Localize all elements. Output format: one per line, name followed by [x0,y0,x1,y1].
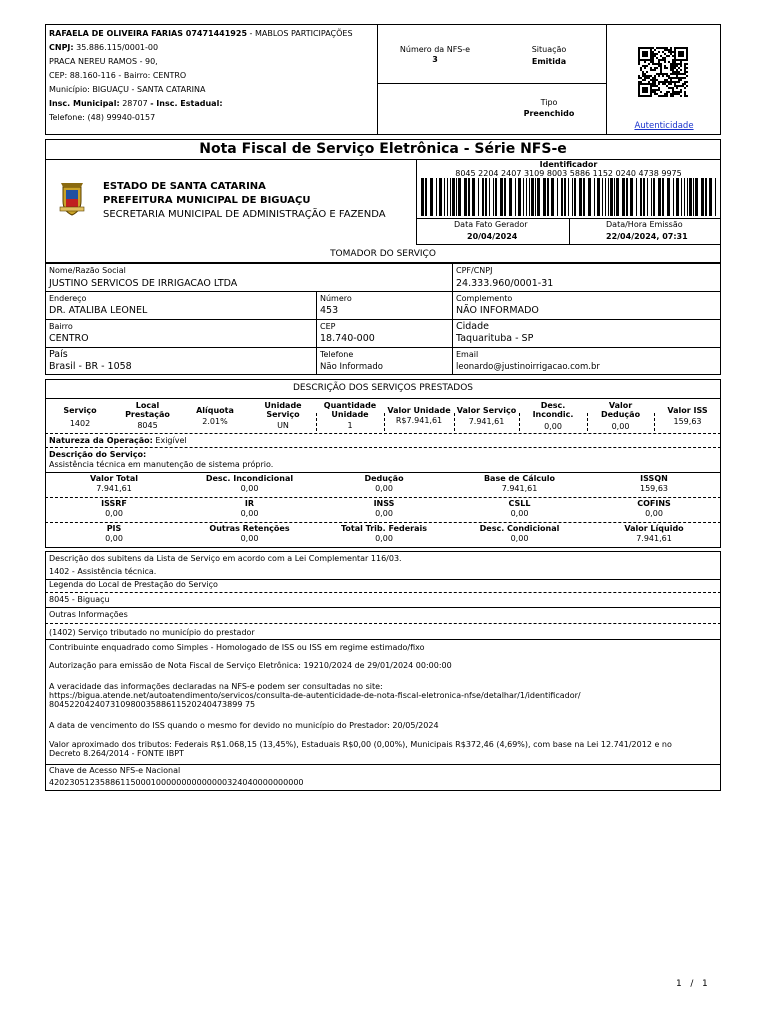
service-value-valor-servico: 7.941,61 [468,417,505,426]
service-value-valor-unidade: R$7.941,61 [395,416,443,425]
total-label-pis: PIS [106,524,122,533]
service-header-valor-servico: Valor Serviço [456,406,517,415]
tomador-number-label: Número [320,294,352,303]
issuer-address: PRACA NEREU RAMOS - 90, [49,57,158,66]
total-label-desc-condicional: Desc. Condicional [479,524,560,533]
service-header-servico: Serviço [63,406,97,415]
service-value-servico: 1402 [69,419,91,428]
total-value-desc-incondicional: 0,00 [240,484,259,493]
subitem-value: 1402 - Assistência técnica. [49,567,157,576]
tomador-doc: 24.333.960/0001-31 [456,278,554,289]
total-value-dedu-o: 0,00 [375,484,393,493]
total-label-desc-incondicional: Desc. Incondicional [205,474,294,483]
total-value-valor-l-quido: 7.941,61 [636,534,672,543]
total-label-ir: IR [244,499,255,508]
note-iss-due: A data de vencimento do ISS quando o mesmo for devido no município do Prestador: 20/05/2024 [49,721,439,730]
issuer-insc-line: Insc. Municipal: 28707 - Insc. Estadual: [49,99,223,108]
secretariat-name: SECRETARIA MUNICIPAL DE ADMINISTRAÇÃO E FAZENDA [103,209,386,220]
service-value-local-prestacao: 8045 [137,421,158,430]
total-label-base-de-c-lculo: Base de Cálculo [483,474,556,483]
total-label-inss: INSS [373,499,395,508]
total-label-cofins: COFINS [637,499,671,508]
note-taxes: Valor aproximado dos tributos: Federais R$1.068,15 (13,45%), Estaduais R$0,00 (0,00%), Municipais R$372,46 (4,69%), com base na Lei 12.741/2012 e no [49,740,672,749]
document-title: Nota Fiscal de Serviço Eletrônica - Série NFS-e [199,141,567,157]
service-header-valor-unidade: Valor Unidade [387,406,451,415]
emissao-datetime: 22/04/2024, 07:31 [606,232,688,241]
emissao-label: Data/Hora Emissão [606,220,683,229]
type-label: Tipo [540,98,558,107]
service-value-quantidade-unidade: 1 [347,421,353,430]
service-header-quantidade-unidade: Quantidade Unidade [323,401,377,419]
total-label-valor-total: Valor Total [90,474,138,483]
note-authorization: Autorização para emissão de Nota Fiscal de Serviço Eletrônica: 19210/2024 de 29/01/2024 00:00:00 [49,661,452,670]
service-value-valor-iss: 159,63 [673,417,702,426]
issuer-city-line: Município: BIGUAÇU - SANTA CATARINA [49,85,206,94]
access-key-label: Chave de Acesso NFS-e Nacional [49,766,181,775]
total-value-issqn: 159,63 [640,484,668,493]
total-label-csll: CSLL [508,499,531,508]
service-description-label: Descrição do Serviço: [49,450,147,459]
total-value-total-trib-federais: 0,00 [375,534,393,543]
tomador-phone: Não Informado [320,362,383,372]
issuer-cnpj-line: CNPJ: 35.886.115/0001-00 [49,43,159,52]
total-label-valor-l-quido: Valor Líquido [624,524,684,533]
note-url: https://bigua.atende.net/autoatendimento/servicos/consulta-de-autenticidade-de-nota-fiscal-eletronica-nfse/detalhar/1/identificador/ [49,691,581,700]
situation-value: Emitida [531,57,567,66]
total-value-desc-condicional: 0,00 [510,534,529,543]
page-number: 1 / 1 [676,979,708,989]
tomador-email-label: Email [456,350,479,359]
location-legend-value: 8045 - Biguaçu [49,595,110,604]
total-label-issrf: ISSRF [101,499,127,508]
service-description: Assistência técnica em manutenção de sistema próprio. [49,460,274,469]
authenticity-link[interactable]: Autenticidade [634,121,694,131]
service-header-valor-iss: Valor ISS [667,406,708,415]
total-value-cofins: 0,00 [645,509,663,518]
tomador-district: CENTRO [49,333,89,344]
access-key-value: 42023051235886115000100000000000000324040000000000 [49,778,304,787]
total-label-total-trib-federais: Total Trib. Federais [340,524,428,533]
service-header-valor-deducao: Valor Dedução [600,401,641,419]
tomador-cep-label: CEP [320,322,336,331]
total-value-outras-reten-es: 0,00 [240,534,259,543]
issuer-name-line: RAFAELA DE OLIVEIRA FARIAS 07471441925 - MABLOS PARTICIPAÇÕES [49,29,353,38]
fato-gerador-label: Data Fato Gerador [454,220,528,229]
fato-gerador-date: 20/04/2024 [467,232,518,241]
issuer-cep-line: CEP: 88.160-116 - Bairro: CENTRO [49,71,187,80]
tomador-city: Taquarituba - SP [456,333,534,344]
other-info-label: Outras Informações [49,610,128,619]
tomador-address: DR. ATALIBA LEONEL [49,305,148,316]
other-info-value: (1402) Serviço tributado no município do prestador [49,628,255,637]
tomador-cep: 18.740-000 [320,333,375,344]
tomador-name-label: Nome/Razão Social [49,266,126,275]
total-value-pis: 0,00 [105,534,123,543]
state-name: ESTADO DE SANTA CATARINA [103,181,266,192]
prefecture-name: PREFEITURA MUNICIPAL DE BIGUAÇU [103,195,311,206]
nfse-number: 3 [432,55,438,64]
total-value-issrf: 0,00 [105,509,123,518]
total-label-dedu-o: Dedução [364,474,404,483]
tomador-phone-label: Telefone [320,350,354,359]
services-section-title: DESCRIÇÃO DOS SERVIÇOS PRESTADOS [292,383,473,393]
total-label-issqn: ISSQN [640,474,668,483]
service-header-aliquota: Alíquota [196,406,234,415]
note-taxes-source: Decreto 8.264/2014 - FONTE IBPT [49,749,184,758]
note-simples: Contribuinte enquadrado como Simples - Homologado de ISS ou ISS em regime estimado/fixo [49,643,425,652]
tomador-name: JUSTINO SERVICOS DE IRRIGACAO LTDA [49,278,238,289]
note-veracity: A veracidade das informações declaradas na NFS-e podem ser consultadas no site: [49,682,383,691]
subitems-label: Descrição dos subitens da Lista de Serviço em acordo com a Lei Complementar 116/03. [49,554,402,563]
tomador-doc-label: CPF/CNPJ [456,266,493,275]
total-value-ir: 0,00 [240,509,259,518]
service-value-unidade-servico: UN [277,421,289,430]
municipal-coat-of-arms-icon [57,181,87,217]
total-label-outras-reten-es: Outras Retenções [209,524,290,533]
tomador-city-label: Cidade [456,321,489,332]
operation-nature: Natureza da Operação: Exigível [49,436,187,445]
total-value-base-de-c-lculo: 7.941,61 [501,484,538,493]
service-header-unidade-servico: Unidade Serviço [264,401,302,419]
identifier-label: Identificador [539,160,598,169]
total-value-valor-total: 7.941,61 [96,484,132,493]
tomador-country: Brasil - BR - 1058 [49,361,132,372]
tomador-section-title: TOMADOR DO SERVIÇO [330,249,436,259]
note-url-identifier: 80452204240731098003588611520240473899 75 [49,700,256,709]
tomador-email: leonardo@justinoirrigacao.com.br [456,362,600,372]
tomador-number: 453 [320,305,339,316]
nfse-number-label: Número da NFS-e [399,45,471,54]
tomador-country-label: País [49,349,68,360]
situation-label: Situação [531,45,567,54]
total-value-csll: 0,00 [510,509,529,518]
service-header-desc-incondic: Desc. Incondic. [532,401,574,419]
identifier-value: 8045 2204 2407 3109 8003 5886 1152 0240 4738 9975 [455,169,682,178]
service-value-valor-deducao: 0,00 [611,422,630,431]
type-value: Preenchido [523,109,575,118]
service-header-local-prestacao: Local Prestação [125,401,170,419]
qr-code [638,47,688,97]
total-value-inss: 0,00 [375,509,393,518]
tomador-complement-label: Complemento [456,294,513,303]
service-value-aliquota: 2.01% [202,417,228,426]
tomador-district-label: Bairro [49,322,73,331]
issuer-phone-line: Telefone: (48) 99940-0157 [49,113,156,122]
service-value-desc-incondic: 0,00 [544,422,562,431]
location-legend-label: Legenda do Local de Prestação do Serviço [49,580,218,589]
tomador-address-label: Endereço [49,294,87,303]
identifier-barcode [421,178,717,216]
tomador-complement: NÃO INFORMADO [456,305,539,316]
